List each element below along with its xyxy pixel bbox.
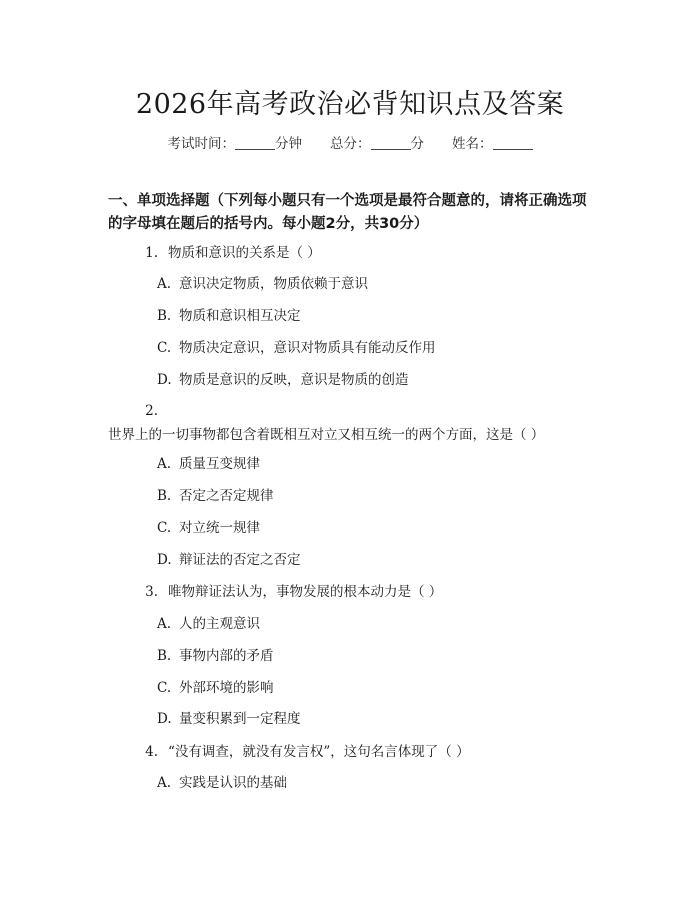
score-unit: 分 — [410, 136, 424, 152]
student-name — [452, 132, 533, 152]
option-text: 意识决定物质，物质依赖于意识 — [179, 276, 368, 292]
option-text: 事物内部的矛盾 — [179, 648, 274, 664]
option-text: 否定之否定规律 — [179, 488, 274, 504]
option-2d — [157, 550, 301, 570]
option-text: 辩证法的否定之否定 — [179, 552, 301, 568]
option-letter: D. — [157, 552, 172, 568]
option-letter: B. — [157, 308, 172, 324]
question-4 — [108, 740, 598, 764]
option-3d — [157, 709, 301, 729]
option-4a — [157, 773, 287, 793]
option-letter: D. — [157, 711, 172, 727]
option-3b — [157, 646, 274, 666]
option-text: 对立统一规律 — [179, 520, 260, 536]
option-letter: C. — [157, 680, 172, 696]
option-text: 外部环境的影响 — [179, 680, 274, 696]
option-2c — [157, 518, 260, 538]
score-blank — [371, 135, 411, 150]
page-title: 2026年高考政治必背知识点及答案 — [135, 89, 565, 120]
option-letter: A. — [157, 276, 172, 292]
time-unit: 分钟 — [275, 136, 302, 152]
question-text: 唯物辩证法认为，事物发展的根本动力是（ ） — [168, 584, 443, 600]
question-number: 2. — [145, 403, 158, 419]
option-letter: A. — [157, 616, 172, 632]
option-1b — [157, 306, 301, 326]
option-text: 实践是认识的基础 — [179, 775, 287, 791]
option-letter: A. — [157, 775, 172, 791]
question-number: 1. — [145, 245, 158, 261]
option-text: 量变积累到一定程度 — [179, 711, 301, 727]
name-label: 姓名： — [452, 136, 493, 152]
option-text: 物质和意识相互决定 — [179, 308, 301, 324]
question-number: 4. — [145, 744, 158, 760]
question-1 — [108, 241, 598, 265]
option-text: 物质是意识的反映，意识是物质的创造 — [179, 372, 409, 388]
option-3c — [157, 678, 274, 698]
score-label: 总分： — [330, 136, 371, 152]
option-text: 物质决定意识，意识对物质具有能动反作用 — [179, 340, 436, 356]
section-heading: 一、单项选择题（下列每小题只有一个选项是最符合题意的，请将正确选项的字母填在题后的括号内。每小题2分，共30分） — [108, 193, 587, 232]
question-3 — [108, 580, 598, 604]
option-1c — [157, 338, 436, 358]
question-text: “没有调查，就没有发言权”，这句名言体现了（ ） — [168, 744, 470, 760]
option-text: 人的主观意识 — [179, 616, 260, 632]
question-text: 物质和意识的关系是（ ） — [168, 245, 321, 261]
time-blank — [235, 135, 275, 150]
name-blank — [493, 135, 533, 150]
option-letter: B. — [157, 648, 172, 664]
option-letter: C. — [157, 520, 172, 536]
question-text: 世界上的一切事物都包含着既相互对立又相互统一的两个方面，这是（ ） — [108, 427, 545, 443]
option-text: 质量互变规律 — [179, 456, 260, 472]
exam-time — [168, 132, 303, 152]
option-letter: C. — [157, 340, 172, 356]
time-label: 考试时间： — [167, 136, 235, 152]
option-letter: B. — [157, 488, 172, 504]
option-2a — [157, 454, 260, 474]
exam-meta — [0, 132, 700, 152]
total-score — [330, 132, 424, 152]
question-number: 3. — [145, 584, 158, 600]
option-1a — [157, 274, 368, 294]
option-3a — [157, 614, 260, 634]
option-1d — [157, 370, 409, 390]
option-letter: A. — [157, 456, 172, 472]
option-2b — [157, 486, 274, 506]
option-letter: D. — [157, 372, 172, 388]
question-2 — [108, 399, 598, 447]
